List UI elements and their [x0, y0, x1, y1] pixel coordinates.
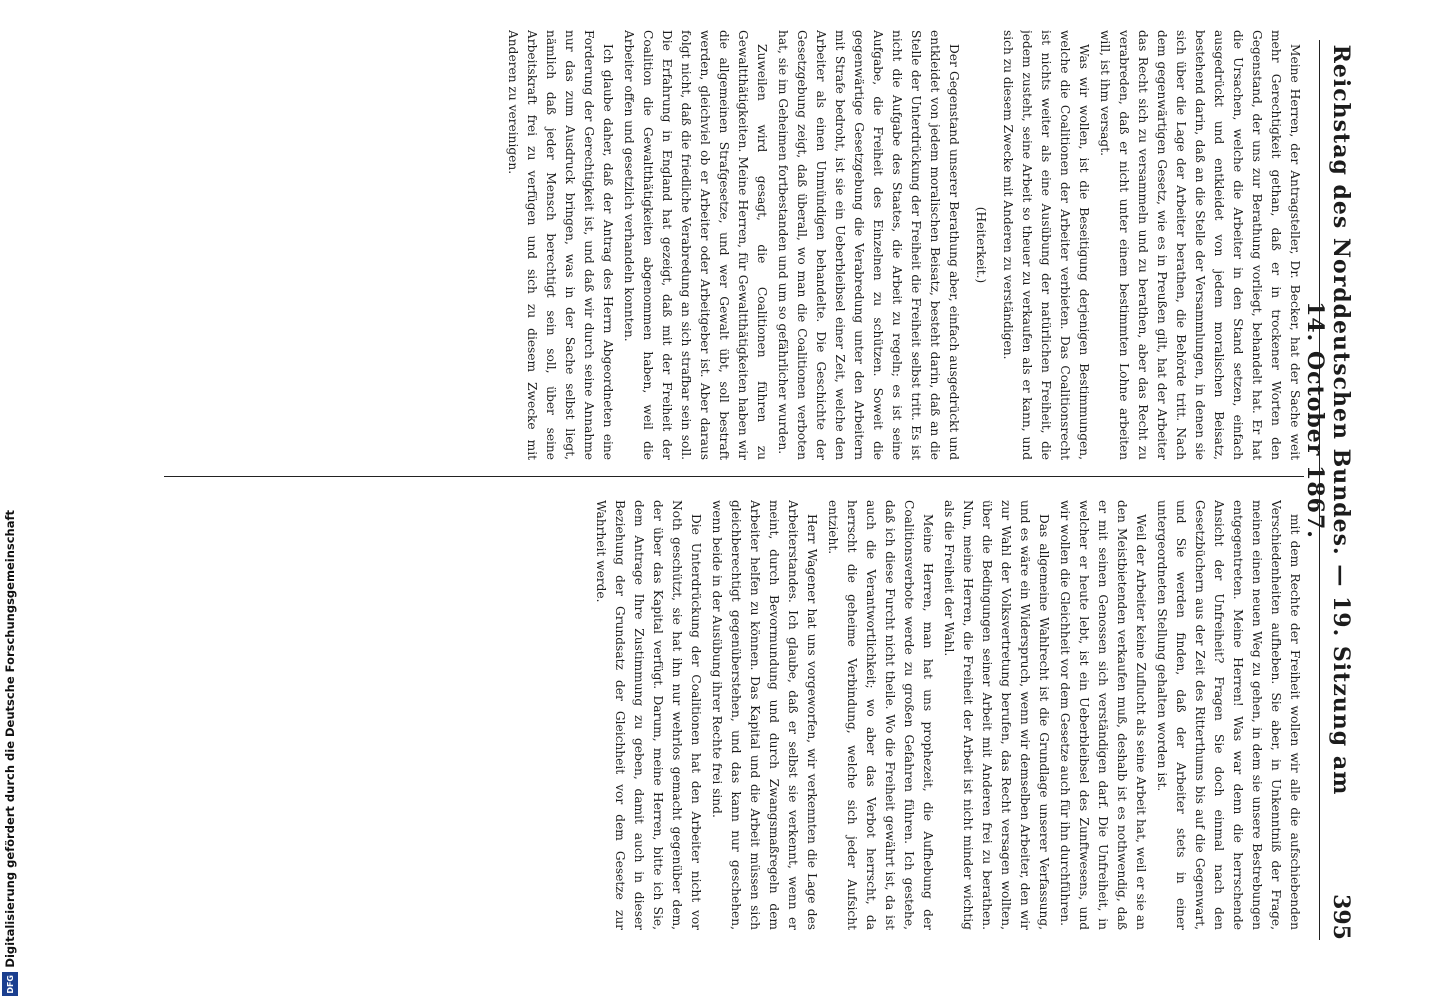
header-rule — [1319, 40, 1320, 940]
page-number: 395 — [1328, 894, 1354, 940]
dfg-logo-text: DFG — [5, 974, 15, 994]
interjection: (Heiterkeit.) — [974, 206, 988, 284]
dfg-logo-icon — [2, 972, 18, 996]
digitization-footer — [0, 510, 20, 1000]
paragraph: Weil der Arbeiter keine Zuflucht als seine Arbeit hat, weil er sie an den Meistbietenden verkaufen muß, deshalb ist es nothwendig, daß er mit seinen Genossen sich verständigen darf. Die Unfreiheit, in welcher er heute lebt, ist ein Ueberbleibsel des Zunftwesens, und wir wollen die Gleichheit vor dem Gesetze auch für ihn durchführen. — [1058, 500, 1148, 930]
running-header — [1302, 40, 1360, 940]
paragraph: Die Unterdrückung der Coalitionen hat den Arbeiter nicht vor Noth geschützt, sie hat ihn nur wehrlos gemacht gegenüber dem, der über das Kapital verfügt. Darum, meine Herren, bitte ich Sie, dem Antrage Ihre Zustimmung zu geben, damit auch in dieser Beziehung der Grundsatz der Gleichheit vor dem Gesetze zur Wahrheit werde. — [594, 500, 703, 930]
paragraph: Das allgemeine Wahlrecht ist die Grundlage unserer Verfassung, und es wäre ein Widerspruch, wenn wir demselben Arbeiter, den wir zur Wahl der Volksvertretung berufen, das Recht versagen wollten, über die Bedingungen seiner Arbeit mit Anderen frei zu berathen. Nun, meine Herren, die Freiheit der Arbeit ist nicht minder wichtig als die Freiheit der Wahl. — [942, 500, 1051, 930]
text-column-left — [154, 30, 1304, 460]
column-divider — [164, 476, 1304, 477]
paragraph: Zuweilen wird gesagt, die Coalitionen führen zu Gewaltthätigkeiten. Meine Herren, für Gewaltthätigkeiten haben wir die allgemeinen Strafgesetze, und wer Gewalt übt, soll bestraft werden, gleichviel ob er Arbeiter oder Arbeitgeber ist. Aber daraus folgt nicht, daß die friedliche Verabredung an sich strafbar sein soll. Die Erfahrung in England hat gezeigt, daß mit der Freiheit der Coalition die Gewaltthätigkeiten abgenommen haben, weil die Arbeiter offen und gesetzlich verhandeln konnten. — [622, 30, 769, 460]
paragraph: Ich glaube daher, daß der Antrag des Herrn Abgeordneten eine Forderung der Gerechtigkeit ist, und daß wir durch seine Annahme nur das zum Ausdruck bringen, was in der Sache selbst liegt, nämlich daß jeder Mensch berechtigt sein soll, über seine Arbeitskraft frei zu verfügen und sich zu diesem Zwecke mit Anderen zu vereinigen. — [506, 30, 615, 460]
paragraph: Der Gegenstand unserer Berathung aber, einfach ausgedrückt und entkleidet von jedem moralischen Beisatz, besteht darin, daß an die Stelle der Unterdrückung der Freiheit die Freiheit selbst tritt. Es ist nicht die Aufgabe des Staates, die Arbeit zu regeln; es ist seine Aufgabe, die Freiheit des Einzelnen zu schützen. Soweit die gegenwärtige Gesetzgebung die Verabredung unter den Arbeitern mit Strafe bedroht, ist sie ein Ueberbleibsel einer Zeit, welche den Arbeiter als einen Unmündigen behandelte. Die Geschichte der Gesetzgebung zeigt, daß überall, wo man die Coalitionen verboten hat, sie im Geheimen fortbestanden und um so gefährlicher wurden. — [776, 30, 961, 460]
digitization-credit: Digitalisierung gefördert durch die Deutsche Forschungsgemeinschaft — [3, 510, 17, 968]
text-column-right — [154, 500, 1304, 930]
paragraph: Meine Herren, man hat uns prophezeit, die Aufhebung der Coalitionsverbote werde zu großen Gefahren führen. Ich gestehe, daß ich diese Furcht nicht theile. Wo die Freiheit gewährt ist, da ist auch die Verantwortlichkeit; wo aber das Verbot herrscht, da herrscht die geheime Verbindung, welche sich jeder Aufsicht entzieht. — [826, 500, 935, 930]
paragraph: Was wir wollen, ist die Beseitigung derjenigen Bestimmungen, welche die Coalitionen der Arbeiter verbieten. Das Coalitionsrecht ist nichts weiter als eine Ausübung der natürlichen Freiheit, die jedem zusteht, seine Arbeit so theuer zu verkaufen als er kann, und sich zu diesem Zwecke mit Anderen zu verständigen. — [1001, 30, 1091, 460]
header-title: Reichstag des Norddeutschen Bundes. — 19. Sitzung am 14. October 1867. — [1302, 44, 1354, 796]
paragraph: Meine Herren, der Antragsteller, Dr. Becker, hat der Sache weit mehr Gerechtigkeit gethan, daß er in trockener Worten den Gegenstand, der uns zur Berathung vorliegt, behandelt hat. Er hat die Ursachen, welche die Arbeiter in den Stand setzen, einfach ausgedrückt und entkleidet von jedem moralischen Beisatz, bestehend darin, daß an die Stelle der Versammlungen, in denen sie sich über die Lage der Arbeiter berathen, die Behörde tritt. Nach dem gegenwärtigen Gesetz, wie es in Preußen gilt, hat der Arbeiter das Recht sich zu versammeln und zu berathen, aber das Recht zu verabreden, daß er nicht unter einem bestimmten Lohne arbeiten will, ist ihm versagt. — [1098, 30, 1302, 460]
paragraph: mit dem Rechte der Freiheit wollen wir alle die aufschiebenden Verschiedenheiten aufheben. Sie aber, in Unkenntniß der Frage, meinen einen neuen Weg zu gehen, in dem sie unsere Bestrebungen entgegentreten. Meine Herren! Was war denn die herrschende Ansicht der Unfreiheit? Fragen Sie doch einmal nach den Gesetzbüchern aus der Zeit des Ritterthums bis auf die Gegenwart, und Sie werden finden, daß der Arbeiter stets in einer untergeordneten Stellung gehalten worden ist. — [1155, 500, 1302, 930]
paragraph: Herr Wagener hat uns vorgeworfen, wir verkennten die Lage des Arbeiterstandes. Ich glaube, daß er selbst sie verkennt, wenn er meint, durch Bevormundung und durch Zwangsmaßregeln dem Arbeiter helfen zu können. Das Kapital und die Arbeit müssen sich gleichberechtigt gegenüberstehen, und das kann nur geschehen, wenn beide in der Ausübung ihrer Rechte frei sind. — [710, 500, 819, 930]
